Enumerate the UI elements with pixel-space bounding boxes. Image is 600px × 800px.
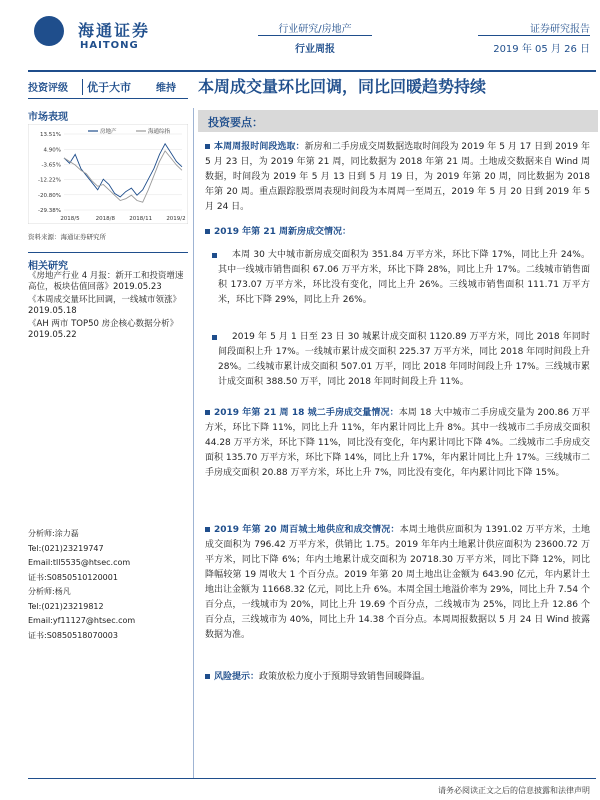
rating-status: 维持 [156,83,176,94]
chart-source: 资料来源：海通证券研究所 [28,233,106,241]
section-heading: 2019 年第 21 周新房成交情况： [214,227,351,237]
y-tick-label: -29.38% [38,208,61,214]
y-tick-label: 4.90% [43,147,61,154]
paragraph-text: 本周 30 大中城市新房成交面积为 351.84 万平方米，环比下降 17%，同比上升 24%。其中一线城市销售面积 67.06 万平方米，环比下降 28%，同比上升 17%。二线城市销售面积 173.07 万平方米，环比没有变化，同比上升 26%。三线城市销售面积 111.71 万平方米，环比下降 29%，同比上升 26%。 [218,250,590,305]
y-tick-label: -20.80% [38,192,61,199]
section-heading: 风险提示： [214,672,260,682]
header-divider-right [478,35,590,36]
analyst-email[interactable]: Email:tll5535@htsec.com [28,558,131,567]
y-tick-label: -3.65% [41,162,61,169]
logo-emblem-icon [34,16,64,46]
analyst-cert: 证书:S0850510120001 [28,572,118,582]
rating-label: 投资评级 [28,83,68,94]
report-title: 本周成交量环比回调，同比回暖趋势持续 [198,77,487,96]
bullet-icon [205,144,210,149]
market-performance-heading: 市场表现 [28,112,68,123]
section-heading: 本周周报时间段选取： [214,142,305,152]
analyst-block [28,527,188,643]
company-logo [34,16,184,56]
analyst-name: 分析师:涂力磊 [28,529,79,538]
disclaimer-footer[interactable]: 请务必阅读正文之后的信息披露和法律声明 [438,786,590,795]
rating-value: 优于大市 [82,79,131,95]
analyst-tel: Tel:(021)23219747 [28,543,104,553]
x-tick-label: 2018/5 [60,216,80,222]
bullet-icon [205,229,210,234]
bullet-icon [205,674,210,679]
section-period [205,140,590,215]
rating-bar [28,76,188,99]
key-points-label: 投资要点： [208,116,263,129]
report-date: 2019 年 05 月 26 日 [493,44,590,55]
bottom-rule [28,778,596,779]
new-home-para-1 [218,248,590,308]
related-item[interactable]: 《本周成交量环比回调，一线城市领涨》2019.05.18 [28,295,182,316]
sidebar-rule [28,252,188,253]
x-tick-label: 2019/2 [166,216,186,222]
section-heading: 2019 年第 20 周百城土地供应和成交情况： [214,525,400,535]
y-tick-label: 13.51% [40,132,61,138]
related-item[interactable]: 《AH 两市 TOP50 房企核心数据分析》2019.05.22 [28,319,179,340]
section-heading: 2019 年第 21 周 18 城二手房成交量情况： [214,408,399,418]
bullet-icon [205,410,210,415]
header-divider [258,35,372,36]
analyst-name: 分析师:杨凡 [28,587,71,596]
analyst-tel: Tel:(021)23219812 [28,601,104,611]
related-item[interactable]: 《房地产行业 4 月报：新开工和投资增速高位，板块估值回落》2019.05.23 [28,271,184,292]
section-risk [205,670,590,685]
section-body: 新房和二手房成交周数据选取时间段为 2019 年 5 月 17 日到 2019 年 5 月 23 日，为 2019 年第 21 周，同比数据为 2018 年第 21 周。土地成交数据来自 Wind 周数据，时间段为 2019 年 5 月 13 日到 5 月 19 日，为 2019 年第 20 周，同比数据为 2018 年第 20 周。重点跟踪股票周表现时间段为本周周一至周五，2019 年 5 月 20 日到 2019 年 5 月 24 日。 [205,142,590,212]
section-land [205,523,590,643]
bullet-icon [205,527,210,532]
related-research-list [28,271,188,341]
legend-label: 海通综指 [148,129,171,135]
section-body: 本周 18 大中城市二手房成交量为 200.86 万平方米，环比下降 11%，同比上升 11%，年内累计同比上升 8%。其中一线城市二手房成交面积 44.28 万平方米，环比下降 11%，同比没有变化，年内累计同比下降 4%。二线城市二手房成交面积 135.70 万平方米，环比下降 14%，同比上升 17%，年内累计同比上升 17%。三线城市二手房成交面积 20.88 万平方米，环比上升 7%，同比没有变化，年内累计同比下降 15%。 [205,408,590,478]
y-tick-label: -12.22% [38,177,61,184]
x-tick-label: 2018/8 [95,216,116,222]
section-second-hand [205,406,590,481]
analyst-cert: 证书:S0850518070003 [28,630,118,640]
document-type: 证券研究报告 [530,24,590,35]
analyst-email[interactable]: Email:yf11127@htsec.com [28,616,136,625]
square-bullet-icon [212,335,217,340]
key-points-banner [198,110,598,132]
logo-english: HAITONG [80,40,139,51]
square-bullet-icon [212,253,217,258]
market-performance-chart [28,124,188,224]
legend-label: 房地产 [100,129,117,135]
report-category: 行业研究/房地产 [278,24,352,35]
logo-chinese: 海通证券 [78,21,151,40]
section-new-home-heading [205,225,590,240]
new-home-para-2 [218,330,590,390]
section-body: 政策放松力度小于预期导致销售回暖降温。 [259,672,431,682]
top-rule [28,70,596,72]
column-divider [193,108,194,778]
x-tick-label: 2018/11 [129,216,153,222]
section-body: 本周土地供应面积为 1391.02 万平方米，土地成交面积为 796.42 万平方米，供销比 1.75。2019 年年内土地累计供应面积为 23600.72 万平方米，同比下降 6%；年内土地累计成交面积为 20718.30 万平方米，同比下降 12%，同比降幅较第 19 周收大 1 个百分点。2019 年第 20 周土地出让金额为 643.90 亿元，年内累计土地出让金额为 11668.32 亿元，同比上升 6%。本周全国土地溢价率为 29%，同比上升 7.54 个百分点，一线城市为 20%，同比上升 19.69 个百分点，二线城市为 25%，同比上升 12.86 个百分点，三线城市为 40%，同比上升 14.38 个百分点。本周周报数据以 5 月 24 日 Wind 披露数据为准。 [205,525,590,640]
related-research-heading: 相关研究 [28,261,68,272]
paragraph-text: 2019 年 5 月 1 日至 23 日 30 城累计成交面积 1120.89 万平方米，同比 2018 年同时间段面积上升 17%。一线城市累计成交面积 225.37 万平方米，同比 2018 年同时间段上升 28%。二线城市累计成交面积 507.01 万平，同比 2018 年同时间段上升 17%。三线城市累计成交面积 388.50 万平，同比 2018 年同时间段上升 11%。 [218,332,590,387]
report-type: 行业周报 [295,44,335,55]
